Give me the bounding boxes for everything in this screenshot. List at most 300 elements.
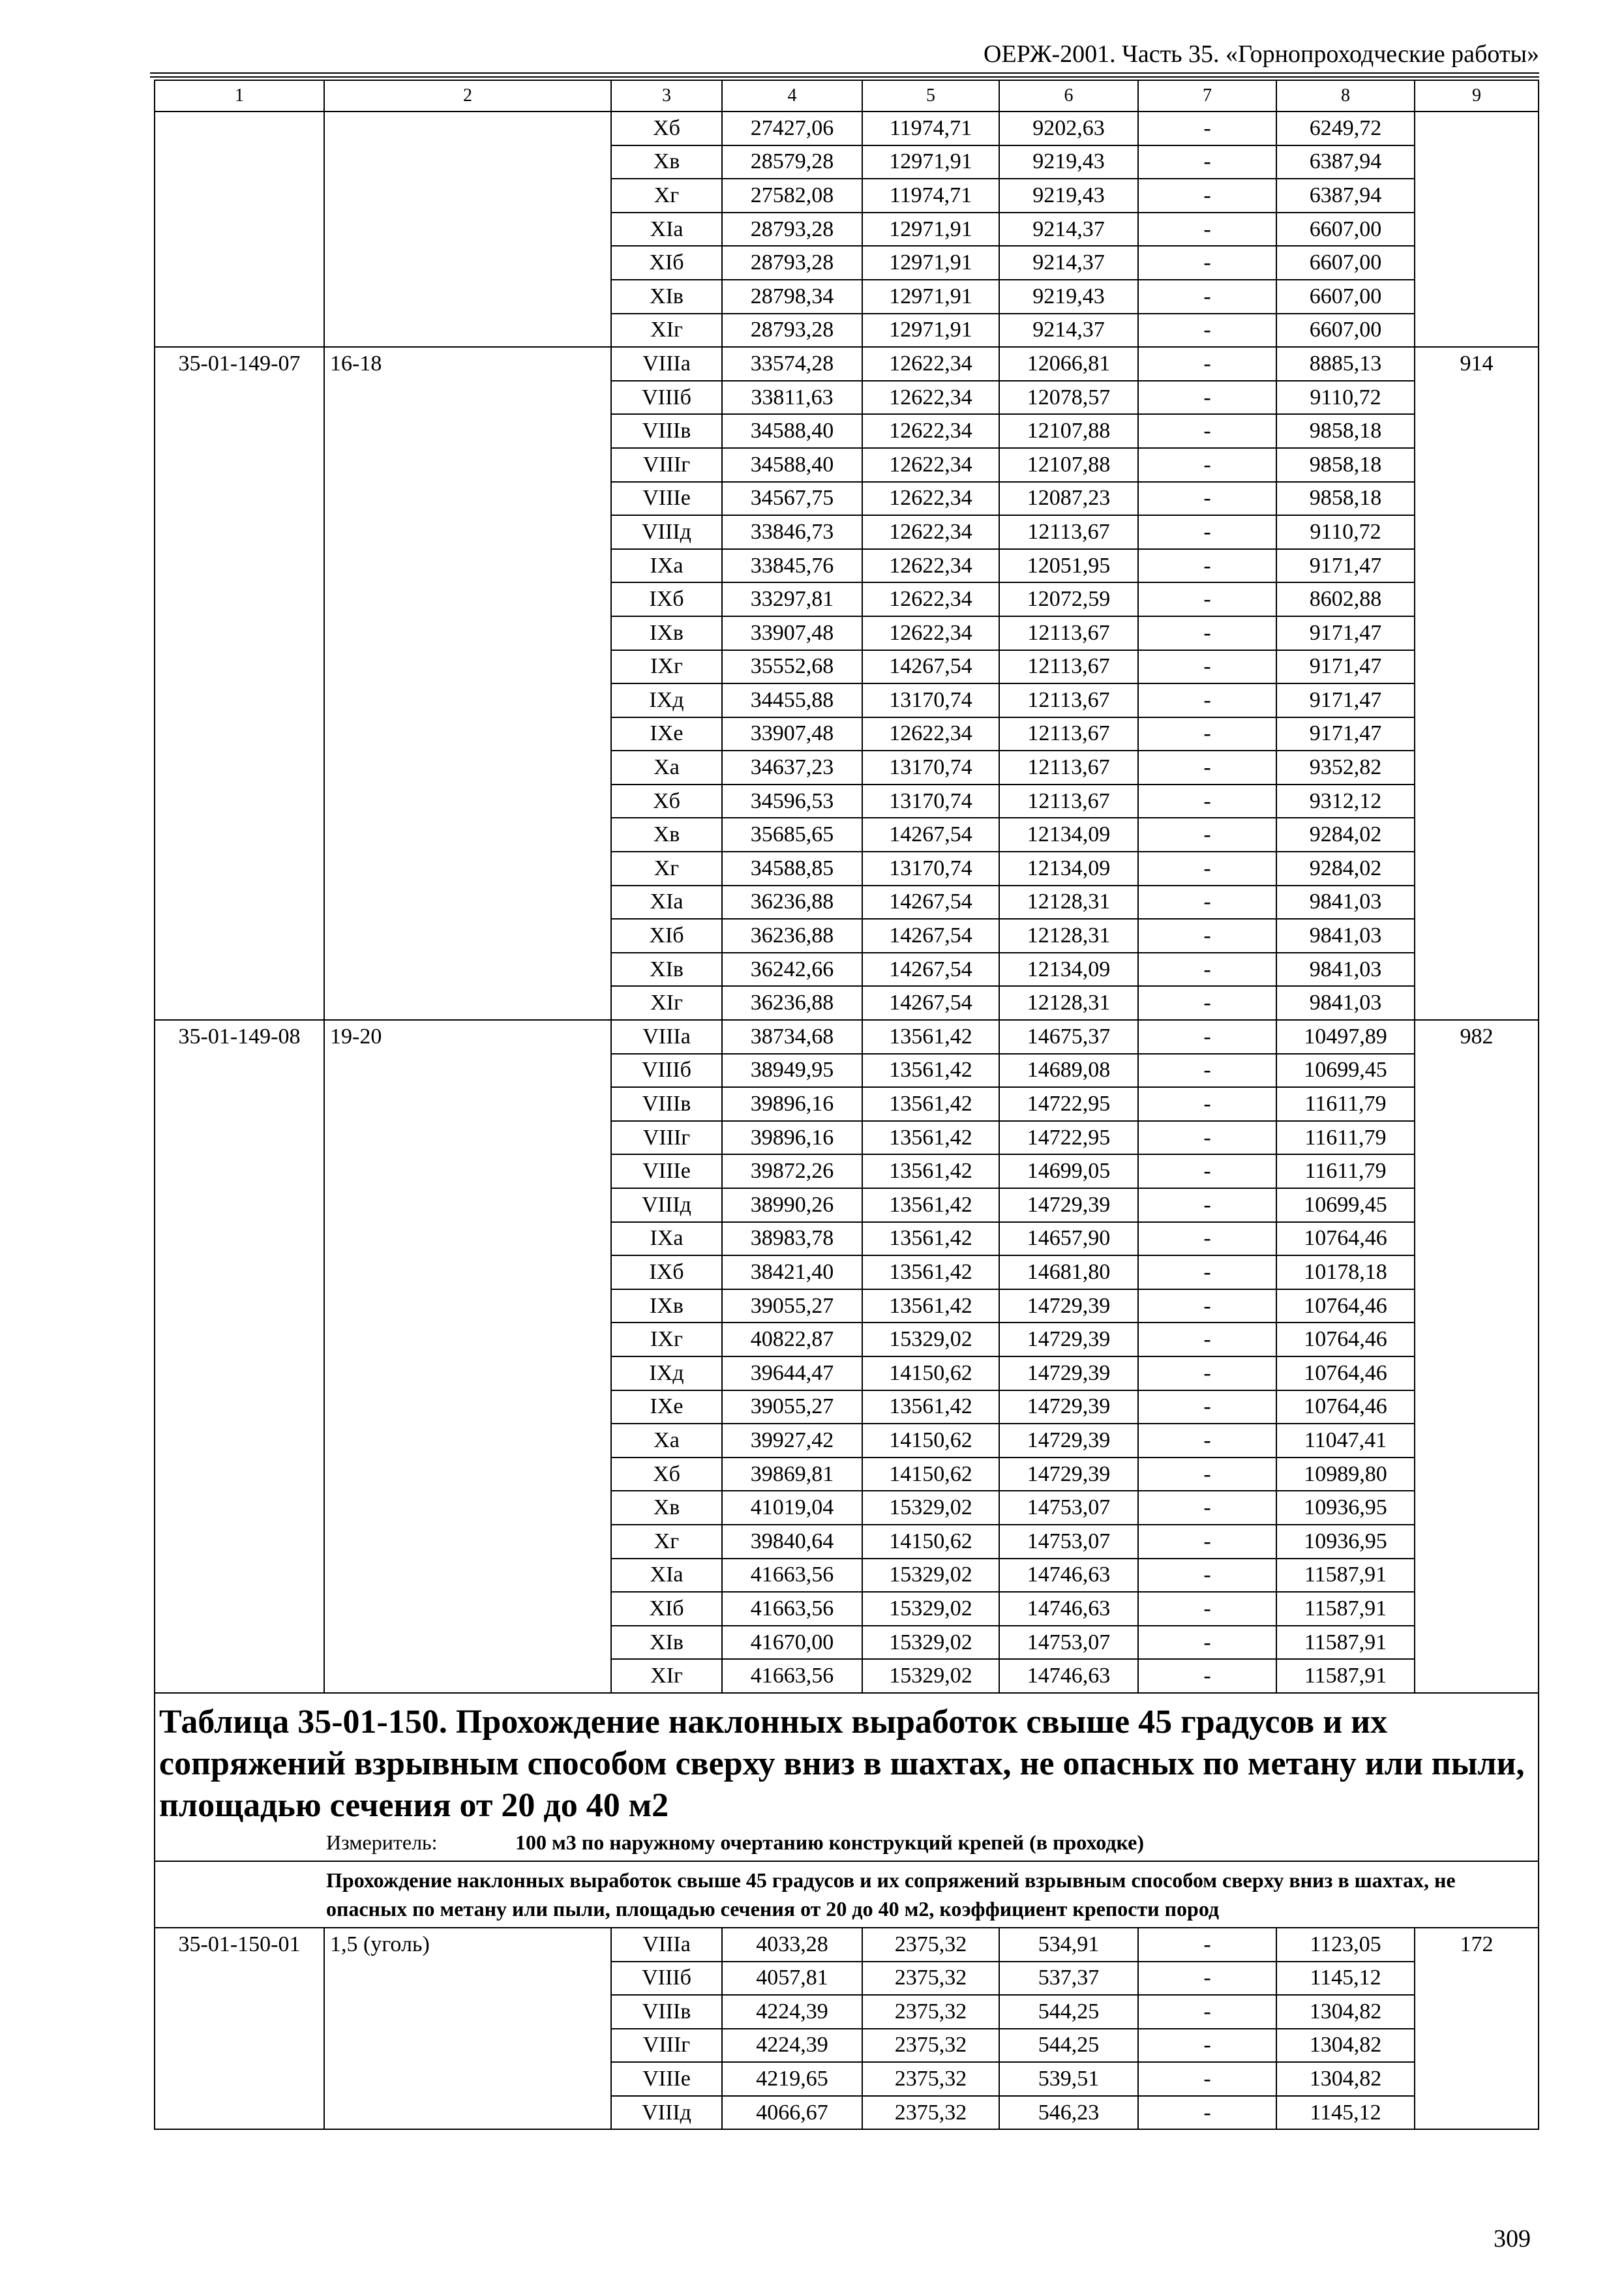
table-cell: - — [1138, 246, 1276, 280]
table-cell: 28793,28 — [722, 246, 862, 280]
table-cell: - — [1138, 179, 1276, 213]
table-cell: VIIIа — [611, 347, 722, 381]
table-cell: 28798,34 — [722, 280, 862, 314]
table-cell: XIа — [611, 1559, 722, 1593]
table-cell: - — [1138, 1525, 1276, 1559]
table-cell: - — [1138, 549, 1276, 583]
table-cell: IXг — [611, 650, 722, 684]
table-cell: 12087,23 — [999, 482, 1138, 516]
table-cell: 11587,91 — [1276, 1626, 1415, 1660]
table-cell: 12113,67 — [999, 751, 1138, 785]
table-cell: 15329,02 — [862, 1592, 999, 1626]
table-cell: 33846,73 — [722, 515, 862, 549]
table-cell: 4224,39 — [722, 2029, 862, 2063]
table-cell: 13170,74 — [862, 785, 999, 818]
table-cell: - — [1138, 582, 1276, 616]
table-cell: IXа — [611, 549, 722, 583]
table-cell: 41663,56 — [722, 1559, 862, 1593]
table-cell: 8602,88 — [1276, 582, 1415, 616]
table-cell: 39840,64 — [722, 1525, 862, 1559]
section-size: 19-20 — [324, 1020, 611, 1693]
table-cell: 14746,63 — [999, 1592, 1138, 1626]
table-cell: 39869,81 — [722, 1458, 862, 1491]
table-cell: 1145,12 — [1276, 2096, 1415, 2130]
table-cell: IXе — [611, 717, 722, 751]
section-size — [324, 112, 611, 347]
rate-code: 35-01-149-07 — [155, 347, 324, 1020]
table-cell: 9219,43 — [999, 280, 1138, 314]
table-cell: 33907,48 — [722, 616, 862, 650]
table-cell: 6387,94 — [1276, 179, 1415, 213]
table-cell: - — [1138, 2062, 1276, 2096]
description-row — [155, 1861, 1539, 1928]
table-cell: - — [1138, 986, 1276, 1020]
table-cell: - — [1138, 1390, 1276, 1424]
table-cell: 13561,42 — [862, 1289, 999, 1323]
table-cell: - — [1138, 1121, 1276, 1155]
table-cell: - — [1138, 381, 1276, 415]
table-cell: 2375,32 — [862, 2096, 999, 2130]
table-cell: Хг — [611, 1525, 722, 1559]
column-number-row — [155, 80, 1539, 112]
table-cell: 546,23 — [999, 2096, 1138, 2130]
table-cell: IXб — [611, 582, 722, 616]
table-cell: 12622,34 — [862, 414, 999, 448]
table-row — [155, 112, 1539, 145]
table-cell: 33297,81 — [722, 582, 862, 616]
table-cell: 13561,42 — [862, 1154, 999, 1188]
table-cell: 12128,31 — [999, 986, 1138, 1020]
table-cell: 2375,32 — [862, 1995, 999, 2029]
table-cell: IXв — [611, 1289, 722, 1323]
page-number: 309 — [1494, 2225, 1531, 2252]
table-cell: - — [1138, 818, 1276, 852]
table-cell: Хв — [611, 145, 722, 179]
table-cell: - — [1138, 112, 1276, 145]
table-cell: - — [1138, 1087, 1276, 1121]
table-cell: IXа — [611, 1222, 722, 1256]
table-cell: 9858,18 — [1276, 482, 1415, 516]
table-cell: - — [1138, 515, 1276, 549]
table-cell: Ха — [611, 1424, 722, 1458]
table-cell: - — [1138, 919, 1276, 953]
table-cell: 13170,74 — [862, 751, 999, 785]
table-cell: 12078,57 — [999, 381, 1138, 415]
table-cell: VIIIб — [611, 1054, 722, 1088]
table-row — [155, 1020, 1539, 1054]
table-cell: 544,25 — [999, 2029, 1138, 2063]
table-cell: 13561,42 — [862, 1020, 999, 1054]
table-cell: XIа — [611, 886, 722, 920]
table-cell: VIIIв — [611, 1995, 722, 2029]
table-cell: 41019,04 — [722, 1491, 862, 1525]
table-cell: 38983,78 — [722, 1222, 862, 1256]
column-number: 6 — [999, 80, 1138, 112]
column-number: 7 — [1138, 80, 1276, 112]
labor-value: 982 — [1415, 1020, 1539, 1693]
table-cell: 9312,12 — [1276, 785, 1415, 818]
table-cell: IXе — [611, 1390, 722, 1424]
table-cell: 10764,46 — [1276, 1222, 1415, 1256]
table-cell: 9841,03 — [1276, 986, 1415, 1020]
table-cell: 12971,91 — [862, 246, 999, 280]
table-cell: 34455,88 — [722, 683, 862, 717]
table-cell: 12113,67 — [999, 683, 1138, 717]
column-number: 1 — [155, 80, 324, 112]
table-cell: 12107,88 — [999, 448, 1138, 482]
table-cell: 41663,56 — [722, 1592, 862, 1626]
table-cell: VIIIб — [611, 381, 722, 415]
table-cell: - — [1138, 1592, 1276, 1626]
table-cell: - — [1138, 1995, 1276, 2029]
table-cell: IXб — [611, 1255, 722, 1289]
table-cell: 39896,16 — [722, 1121, 862, 1155]
table-cell: - — [1138, 1928, 1276, 1962]
table-row — [155, 347, 1539, 381]
table-cell: 12113,67 — [999, 650, 1138, 684]
labor-value — [1415, 112, 1539, 347]
table-cell: 14729,39 — [999, 1424, 1138, 1458]
table-cell: 38421,40 — [722, 1255, 862, 1289]
table-cell: 12971,91 — [862, 145, 999, 179]
table-cell: XIб — [611, 1592, 722, 1626]
table-cell: - — [1138, 1559, 1276, 1593]
table-cell: 14657,90 — [999, 1222, 1138, 1256]
table-cell: VIIIг — [611, 1121, 722, 1155]
table-cell: XIв — [611, 280, 722, 314]
table-cell: 14729,39 — [999, 1323, 1138, 1356]
table-cell: 12622,34 — [862, 549, 999, 583]
table-cell: - — [1138, 314, 1276, 348]
table-cell: - — [1138, 448, 1276, 482]
table-cell: 9202,63 — [999, 112, 1138, 145]
table-cell: 10936,95 — [1276, 1491, 1415, 1525]
table-cell: 15329,02 — [862, 1626, 999, 1660]
table-cell: 1123,05 — [1276, 1928, 1415, 1962]
table-cell: 14267,54 — [862, 953, 999, 987]
labor-value: 172 — [1415, 1928, 1539, 2130]
table-cell: 12113,67 — [999, 717, 1138, 751]
table-cell: 14681,80 — [999, 1255, 1138, 1289]
table-cell: 9841,03 — [1276, 919, 1415, 953]
table-cell: 14150,62 — [862, 1356, 999, 1390]
table-cell: 4033,28 — [722, 1928, 862, 1962]
table-cell: - — [1138, 482, 1276, 516]
table-cell: 14722,95 — [999, 1121, 1138, 1155]
table-cell: 9858,18 — [1276, 414, 1415, 448]
table-cell: 12622,34 — [862, 347, 999, 381]
table-cell: 13170,74 — [862, 852, 999, 886]
table-cell: - — [1138, 1659, 1276, 1693]
table-cell: VIIIа — [611, 1928, 722, 1962]
table-cell: - — [1138, 785, 1276, 818]
measure-row — [159, 1829, 1534, 1855]
table-cell: - — [1138, 1188, 1276, 1222]
table-cell: 10699,45 — [1276, 1188, 1415, 1222]
table-cell: 11587,91 — [1276, 1559, 1415, 1593]
table-cell: 38949,95 — [722, 1054, 862, 1088]
table-cell: 6387,94 — [1276, 145, 1415, 179]
table-cell: 12113,67 — [999, 616, 1138, 650]
table-cell: 11974,71 — [862, 112, 999, 145]
table-cell: Хб — [611, 112, 722, 145]
table-cell: IXв — [611, 616, 722, 650]
table-cell: - — [1138, 280, 1276, 314]
table-cell: 14267,54 — [862, 886, 999, 920]
column-number: 4 — [722, 80, 862, 112]
table-cell: 9214,37 — [999, 314, 1138, 348]
table-cell: 12113,67 — [999, 785, 1138, 818]
table-cell: 1304,82 — [1276, 2029, 1415, 2063]
rate-code: 35-01-150-01 — [155, 1928, 324, 2130]
table-cell: VIIIв — [611, 414, 722, 448]
table-cell: - — [1138, 852, 1276, 886]
table-cell: 34596,53 — [722, 785, 862, 818]
table-cell: 9171,47 — [1276, 616, 1415, 650]
table-cell: - — [1138, 1323, 1276, 1356]
table-cell: 12072,59 — [999, 582, 1138, 616]
table-cell: 9110,72 — [1276, 515, 1415, 549]
table-cell: Хб — [611, 785, 722, 818]
table-cell: - — [1138, 213, 1276, 247]
table-cell: VIIIе — [611, 1154, 722, 1188]
table-cell: 12134,09 — [999, 852, 1138, 886]
column-number: 2 — [324, 80, 611, 112]
table-cell: 34567,75 — [722, 482, 862, 516]
table-cell: 11587,91 — [1276, 1659, 1415, 1693]
table-cell: 27582,08 — [722, 179, 862, 213]
table-cell: 9171,47 — [1276, 683, 1415, 717]
column-number: 3 — [611, 80, 722, 112]
rate-code — [155, 112, 324, 347]
table-cell: 10699,45 — [1276, 1054, 1415, 1088]
table-cell: 1145,12 — [1276, 1962, 1415, 1996]
table-cell: 12622,34 — [862, 381, 999, 415]
table-cell: 13561,42 — [862, 1390, 999, 1424]
table-cell: 12107,88 — [999, 414, 1138, 448]
table-cell: 9110,72 — [1276, 381, 1415, 415]
table-cell: VIIIб — [611, 1962, 722, 1996]
section-size: 16-18 — [324, 347, 611, 1020]
rate-code: 35-01-149-08 — [155, 1020, 324, 1693]
table-cell: Хв — [611, 818, 722, 852]
table-cell: 11611,79 — [1276, 1154, 1415, 1188]
table-cell: 6607,00 — [1276, 213, 1415, 247]
table-cell: 10764,46 — [1276, 1289, 1415, 1323]
table-cell: 14753,07 — [999, 1525, 1138, 1559]
table-cell: 13170,74 — [862, 683, 999, 717]
table-cell: 12622,34 — [862, 582, 999, 616]
table-cell: - — [1138, 751, 1276, 785]
table-cell: VIIIа — [611, 1020, 722, 1054]
table-cell: - — [1138, 717, 1276, 751]
table-cell: XIв — [611, 1626, 722, 1660]
table-cell: 6607,00 — [1276, 280, 1415, 314]
table-cell: Хв — [611, 1491, 722, 1525]
page-header-title: ОЕРЖ-2001. Часть 35. «Горнопроходческие работы» — [984, 40, 1539, 68]
table-cell: 4219,65 — [722, 2062, 862, 2096]
table-cell: 9352,82 — [1276, 751, 1415, 785]
table-cell: 9171,47 — [1276, 549, 1415, 583]
table-cell: VIIIд — [611, 515, 722, 549]
table-cell: 13561,42 — [862, 1121, 999, 1155]
table-cell: - — [1138, 683, 1276, 717]
table-cell: 6607,00 — [1276, 314, 1415, 348]
table-cell: VIIIд — [611, 2096, 722, 2130]
table-cell: 12622,34 — [862, 616, 999, 650]
table-cell: 36242,66 — [722, 953, 862, 987]
table-cell: 36236,88 — [722, 986, 862, 1020]
section-size: 1,5 (уголь) — [324, 1928, 611, 2130]
table-cell: 4224,39 — [722, 1995, 862, 2029]
table-cell: 36236,88 — [722, 919, 862, 953]
table-cell: 9284,02 — [1276, 818, 1415, 852]
table-cell: 28793,28 — [722, 213, 862, 247]
table-cell: 14150,62 — [862, 1458, 999, 1491]
table-cell: 14746,63 — [999, 1659, 1138, 1693]
table-cell: 14267,54 — [862, 650, 999, 684]
table-cell: 537,37 — [999, 1962, 1138, 1996]
table-cell: - — [1138, 1458, 1276, 1491]
table-cell: 544,25 — [999, 1995, 1138, 2029]
table-cell: 10936,95 — [1276, 1525, 1415, 1559]
table-cell: 41663,56 — [722, 1659, 862, 1693]
table-cell: 14729,39 — [999, 1390, 1138, 1424]
table-cell: 534,91 — [999, 1928, 1138, 1962]
header-rule — [150, 72, 1539, 74]
table-cell: XIг — [611, 986, 722, 1020]
table-cell: 28579,28 — [722, 145, 862, 179]
table-cell: 10764,46 — [1276, 1390, 1415, 1424]
table-cell: 2375,32 — [862, 1928, 999, 1962]
table-cell: VIIIг — [611, 448, 722, 482]
table-cell: 39055,27 — [722, 1289, 862, 1323]
table-cell: Хг — [611, 179, 722, 213]
table-cell: VIIIв — [611, 1087, 722, 1121]
table-cell: 12113,67 — [999, 515, 1138, 549]
work-description: Прохождение наклонных выработок свыше 45 градусов и их сопряжений взрывным способом сверху вниз в шахтах, не опасных по метану или пыли, площадью сечения от 20 до 40 м2, коэффициент крепости пород — [155, 1861, 1539, 1928]
table-cell: 39927,42 — [722, 1424, 862, 1458]
table-cell: 2375,32 — [862, 2062, 999, 2096]
table-cell: 14729,39 — [999, 1188, 1138, 1222]
table-cell: 40822,87 — [722, 1323, 862, 1356]
table-cell: Хг — [611, 852, 722, 886]
column-number: 9 — [1415, 80, 1539, 112]
table-cell: 10989,80 — [1276, 1458, 1415, 1491]
table-cell: - — [1138, 145, 1276, 179]
table-cell: 34588,85 — [722, 852, 862, 886]
table-cell: VIIIе — [611, 2062, 722, 2096]
table-cell: 33574,28 — [722, 347, 862, 381]
table-cell: 15329,02 — [862, 1559, 999, 1593]
table-cell: 14746,63 — [999, 1559, 1138, 1593]
table-cell: 34637,23 — [722, 751, 862, 785]
table-cell: - — [1138, 650, 1276, 684]
table-cell: 28793,28 — [722, 314, 862, 348]
header-rule — [150, 76, 1539, 78]
table-cell: 14675,37 — [999, 1020, 1138, 1054]
table-cell: 6607,00 — [1276, 246, 1415, 280]
table-cell: 10497,89 — [1276, 1020, 1415, 1054]
measure-value: 100 м3 по наружному очертанию конструкций крепей (в проходке) — [515, 1830, 1145, 1854]
table-cell: IXд — [611, 1356, 722, 1390]
table-cell: 14267,54 — [862, 919, 999, 953]
table-cell: - — [1138, 1154, 1276, 1188]
table-title: Таблица 35-01-150. Прохождение наклонных выработок свыше 45 градусов и их сопряжений взрывным способом сверху вниз в шахтах, не опасных по метану или пыли, площадью сечения от 20 до 40 м2 — [159, 1703, 1525, 1824]
table-cell: 11974,71 — [862, 179, 999, 213]
table-cell: 12128,31 — [999, 919, 1138, 953]
table-cell: 15329,02 — [862, 1323, 999, 1356]
table-cell: 14753,07 — [999, 1491, 1138, 1525]
table-cell: 11611,79 — [1276, 1087, 1415, 1121]
table-cell: 12971,91 — [862, 213, 999, 247]
table-cell: IXд — [611, 683, 722, 717]
column-number: 8 — [1276, 80, 1415, 112]
table-cell: 9284,02 — [1276, 852, 1415, 886]
table-cell: - — [1138, 1054, 1276, 1088]
table-cell: 33811,63 — [722, 381, 862, 415]
table-cell: 39644,47 — [722, 1356, 862, 1390]
table-cell: 9219,43 — [999, 145, 1138, 179]
table-cell: 9858,18 — [1276, 448, 1415, 482]
table-cell: - — [1138, 1289, 1276, 1323]
table-cell: 15329,02 — [862, 1659, 999, 1693]
table-cell: 4066,67 — [722, 2096, 862, 2130]
table-cell: - — [1138, 1020, 1276, 1054]
table-cell: 33907,48 — [722, 717, 862, 751]
table-cell: 11611,79 — [1276, 1121, 1415, 1155]
table-cell: 39055,27 — [722, 1390, 862, 1424]
table-cell: 4057,81 — [722, 1962, 862, 1996]
table-cell: 10764,46 — [1276, 1323, 1415, 1356]
table-cell: 12622,34 — [862, 717, 999, 751]
table-cell: XIг — [611, 314, 722, 348]
table-cell: IXг — [611, 1323, 722, 1356]
table-cell: XIб — [611, 246, 722, 280]
table-cell: 10178,18 — [1276, 1255, 1415, 1289]
table-cell: 35685,65 — [722, 818, 862, 852]
table-cell: 14267,54 — [862, 818, 999, 852]
table-cell: Ха — [611, 751, 722, 785]
table-cell: 12971,91 — [862, 314, 999, 348]
table-cell: 38734,68 — [722, 1020, 862, 1054]
table-cell: 14722,95 — [999, 1087, 1138, 1121]
table-cell: - — [1138, 1962, 1276, 1996]
table-cell: 14729,39 — [999, 1289, 1138, 1323]
table-cell: - — [1138, 1255, 1276, 1289]
table-cell: 13561,42 — [862, 1054, 999, 1088]
table-cell: 14267,54 — [862, 986, 999, 1020]
table-cell: 12134,09 — [999, 818, 1138, 852]
table-cell: 14150,62 — [862, 1424, 999, 1458]
table-cell: 27427,06 — [722, 112, 862, 145]
table-cell: 10764,46 — [1276, 1356, 1415, 1390]
table-row — [155, 1928, 1539, 1962]
table-cell: 2375,32 — [862, 2029, 999, 2063]
table-cell: 11047,41 — [1276, 1424, 1415, 1458]
table-cell: - — [1138, 2029, 1276, 2063]
table-cell: - — [1138, 347, 1276, 381]
table-cell: XIб — [611, 919, 722, 953]
table-cell: 12622,34 — [862, 482, 999, 516]
table-cell: 13561,42 — [862, 1222, 999, 1256]
table-cell: 39872,26 — [722, 1154, 862, 1188]
table-cell: 14150,62 — [862, 1525, 999, 1559]
measure-label: Измеритель: — [326, 1830, 438, 1854]
table-cell: 9214,37 — [999, 246, 1138, 280]
table-cell: 1304,82 — [1276, 1995, 1415, 2029]
table-cell: Хб — [611, 1458, 722, 1491]
